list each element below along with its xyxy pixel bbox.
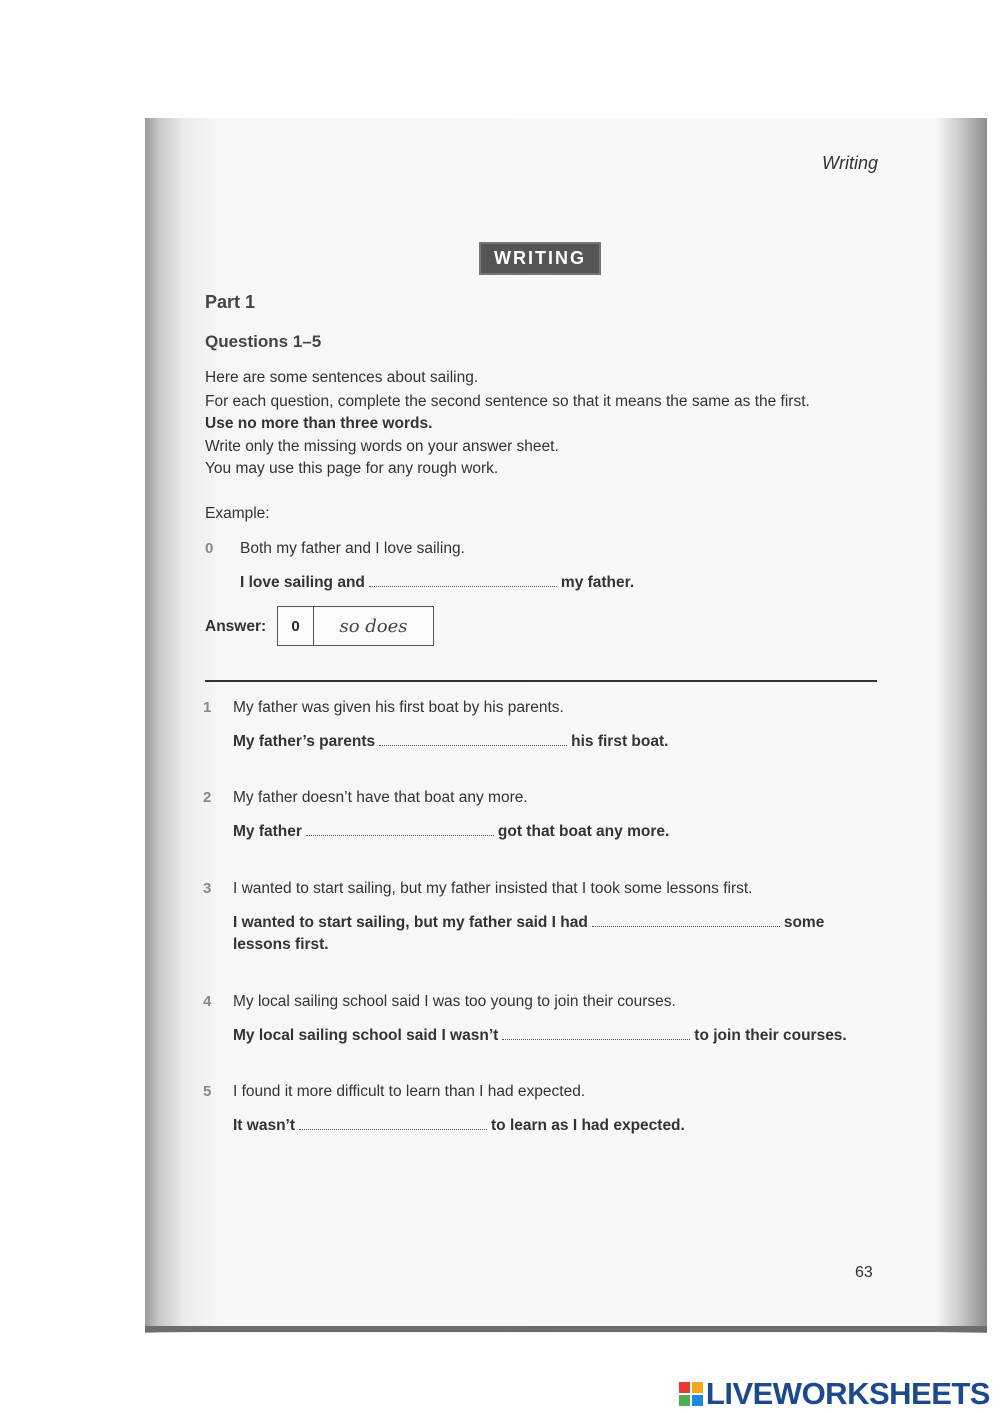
question-number: 2 [203,789,212,806]
question-sentence: My local sailing school said I was too young to join their courses. [233,993,676,1010]
question-number: 3 [203,880,212,897]
logo-square [692,1395,703,1406]
question-number: 5 [203,1083,212,1100]
scanned-page [145,118,987,1333]
instruction-line: Here are some sentences about sailing. [205,369,479,386]
answer-label: Answer: [205,618,267,635]
question-before: I wanted to start sailing, but my father said I had [233,914,588,931]
question-before: My father [233,823,302,840]
question-after: his first boat. [571,733,669,750]
question-sentence: I wanted to start sailing, but my father insisted that I took some lessons first. [233,880,753,897]
question-after: some [783,914,825,931]
question-number: 4 [203,993,212,1010]
logo-squares-icon [679,1382,703,1406]
example-label: Example: [205,505,270,522]
logo-square [692,1382,703,1393]
answer-gap [306,833,494,836]
answer-gap [299,1127,487,1130]
part-title: Part 1 [205,292,256,312]
example-sentence: Both my father and I love sailing. [240,540,465,557]
instruction-line: You may use this page for any rough work. [205,460,499,477]
answer-number: 0 [278,607,314,645]
answer-gap [502,1037,690,1040]
question-transformation [233,1117,685,1135]
question-transformation [233,733,668,751]
question-transformation [233,1027,847,1045]
question-transformation [233,823,669,841]
question-sentence: I found it more difficult to learn than I had expected. [233,1083,586,1100]
example-transformation [240,574,634,592]
page-number: 63 [855,1264,873,1281]
answer-gap [369,584,557,587]
question-range: Questions 1–5 [205,332,322,351]
question-before: My father’s parents [233,733,376,750]
liveworksheets-logo [679,1376,990,1412]
question-sentence: My father doesn’t have that boat any more. [233,789,528,806]
question-after: to learn as I had expected. [491,1117,685,1134]
logo-text: LIVEWORKSHEETS [705,1376,990,1411]
section-banner: WRITING [479,242,601,275]
example-number: 0 [205,540,214,557]
logo-square [679,1395,690,1406]
question-continuation: lessons first. [233,936,329,953]
instruction-line: For each question, complete the second sentence so that it means the same as the first. [205,393,810,410]
question-after: to join their courses. [694,1027,847,1044]
answer-gap [592,924,780,927]
example-before: I love sailing and [240,574,365,591]
answer-gap [379,743,567,746]
example-after: my father. [560,574,635,591]
divider [205,680,877,682]
page-bottom-edge [145,1326,987,1332]
instruction-line: Write only the missing words on your answer sheet. [205,438,559,455]
logo-square [679,1382,690,1393]
question-transformation [233,914,824,932]
instruction-line: Use no more than three words. [205,415,433,432]
question-number: 1 [203,699,212,716]
question-before: My local sailing school said I wasn’t [233,1027,499,1044]
example-answer-box [277,606,434,646]
question-after: got that boat any more. [497,823,670,840]
section-header: Writing [821,153,878,173]
question-sentence: My father was given his first boat by his parents. [233,699,564,716]
answer-handwritten: so does [339,615,408,637]
question-before: It wasn’t [233,1117,296,1134]
